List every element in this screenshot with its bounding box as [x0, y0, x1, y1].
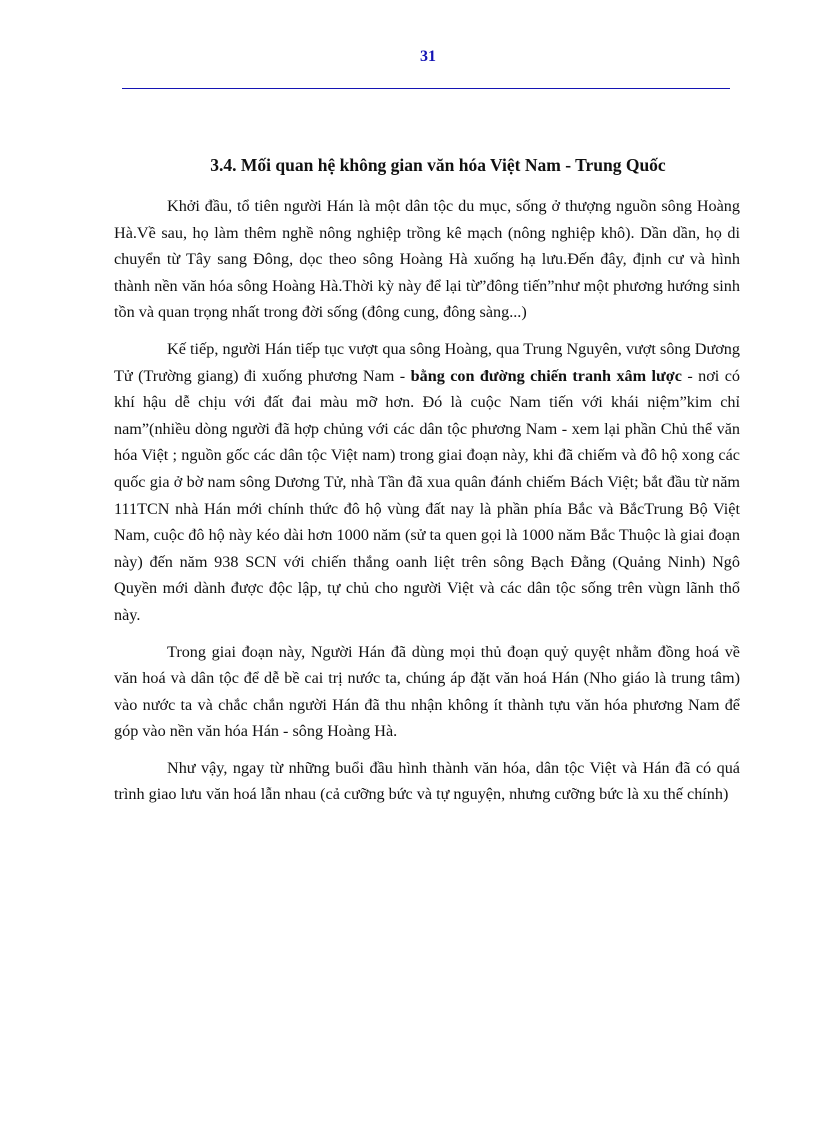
- page-number: 31: [420, 48, 436, 65]
- paragraph-2-bold-phrase: bằng con đường chiến tranh xâm lược: [410, 366, 682, 385]
- paragraph-2-text-before: Kế tiếp, người Hán tiếp tục vượt qua sông Hoàng, qua Trung Nguyên, vượt sông Dương Tử (Trường giang) đi xuống phương Nam -: [114, 339, 740, 385]
- paragraph-3: Trong giai đoạn này, Người Hán đã dùng mọi thủ đoạn quỷ quyệt nhằm đồng hoá về văn hoá và dân tộc để dễ bề cai trị nước ta, chúng áp đặt văn hoá Hán (Nho giáo là trung tâm) vào nước ta và chắc chắn người Hán đã thu nhận không ít thành tựu văn hóa phương Nam để góp vào nền văn hóa Hán - sông Hoàng Hà.: [114, 642, 740, 741]
- paragraph-2: [114, 336, 740, 629]
- header-rule: [122, 88, 730, 89]
- document-body: [114, 153, 740, 818]
- paragraph-4: Như vậy, ngay từ những buổi đầu hình thành văn hóa, dân tộc Việt và Hán đã có quá trình giao lưu văn hoá lẫn nhau (cả cưỡng bức và tự nguyện, nhưng cưỡng bức là xu thế chính): [114, 758, 740, 804]
- section-title: 3.4. Mối quan hệ không gian văn hóa Việt Nam - Trung Quốc: [210, 155, 666, 175]
- paragraph-2-text-after: - nơi có khí hậu dễ chịu với đất đai màu mỡ hơn. Đó là cuộc Nam tiến với khái niệm”kim chỉ nam”(nhiều dòng người đã hợp chủng với các dân tộc phương Nam - xem lại phần Chủ thể văn hóa Việt ; nguồn gốc các dân tộc Việt nam) trong giai đoạn này, khi đã chiếm và đô hộ xong các quốc gia ở bờ nam sông Dương Tử, nhà Tần đã xua quân đánh chiếm Bách Việt; bắt đầu từ năm 111TCN nhà Hán mới chính thức đô hộ vùng đất nay là phần phía Bắc và BắcTrung Bộ Việt Nam, cuộc đô hộ này kéo dài hơn 1000 năm (sử ta quen gọi là 1000 năm Bắc Thuộc là giai đoạn này) đến năm 938 SCN với chiến thắng oanh liệt trên sông Bạch Đằng (Quảng Ninh) Ngô Quyền mới dành được độc lập, tự chủ cho người Việt và các dân tộc sống trên vùgn lãnh thổ này.: [114, 366, 740, 624]
- paragraph-1: Khởi đầu, tổ tiên người Hán là một dân tộc du mục, sống ở thượng nguồn sông Hoàng Hà.Về sau, họ làm thêm nghề nông nghiệp trồng kê mạch (nông nghiệp khô). Dần dần, họ di chuyển từ Tây sang Đông, dọc theo sông Hoàng Hà xuống hạ lưu.Đến đây, định cư và hình thành nền văn hóa sông Hoàng Hà.Thời kỳ này để lại từ”đông tiến”như một phương hướng sinh tồn và quan trọng nhất trong đời sống (đông cung, đông sàng...): [114, 197, 740, 322]
